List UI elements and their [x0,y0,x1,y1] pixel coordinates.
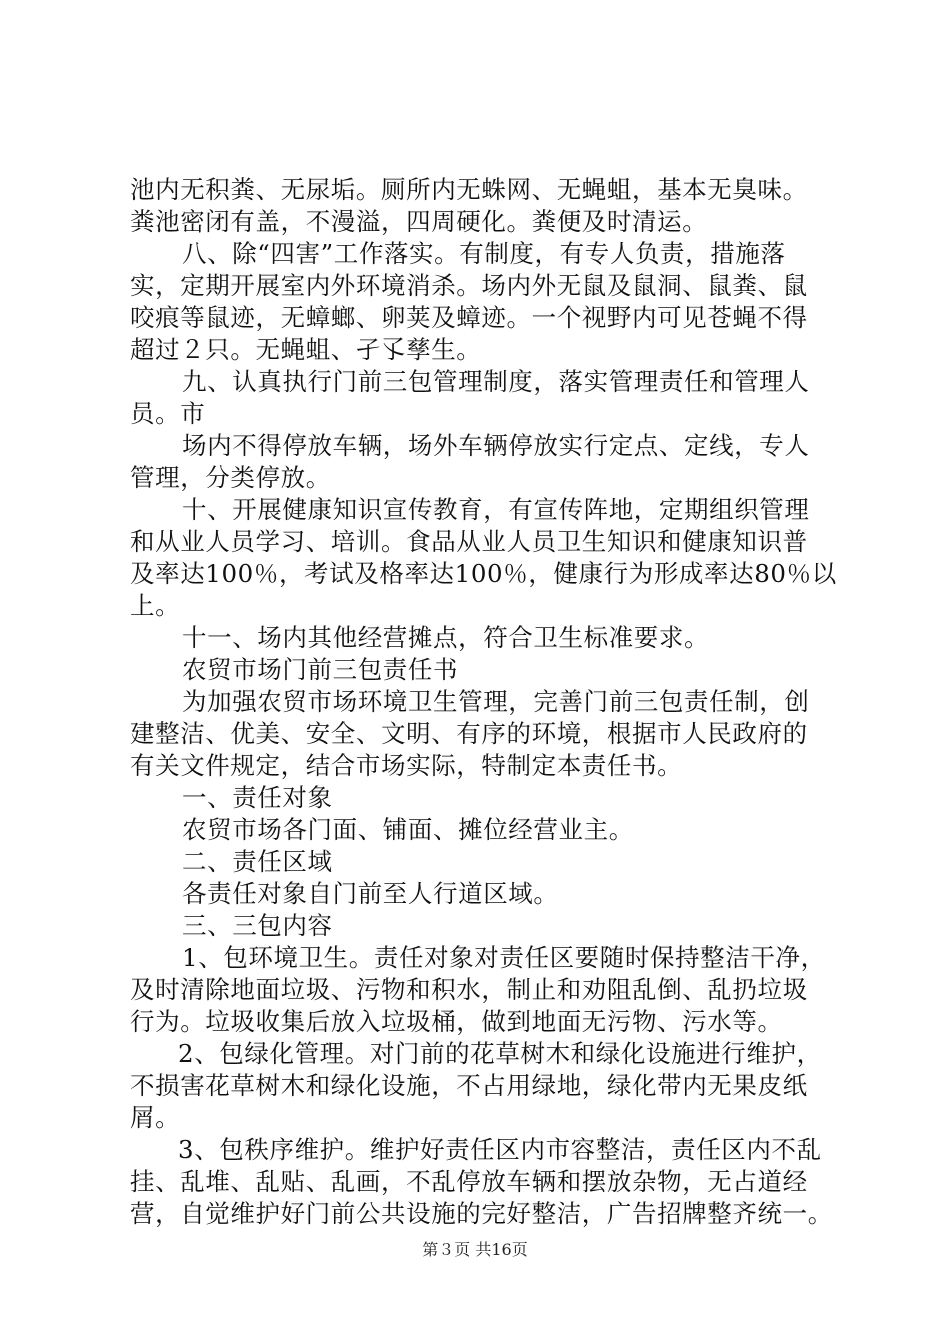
text-line: 3、包秩序维护。维护好责任区内市容整洁，责任区内不乱 [178,1135,822,1164]
text-line: 管理，分类停放。 [130,463,331,492]
text-line: 九、认真执行门前三包管理制度，落实管理责任和管理人 [182,367,810,396]
text-line: 及时清除地面垃圾、污物和积水，制止和劝阻乱倒、乱扔垃圾 [130,975,808,1004]
text-line: 为加强农贸市场环境卫生管理，完善门前三包责任制，创 [182,687,810,716]
text-line: 员。市 [130,399,206,428]
text-line: 及率达100％，考试及格率达100％，健康行为形成率达80％以 [130,559,837,588]
text-line: 实，定期开展室内外环境消杀。场内外无鼠及鼠洞、鼠粪、鼠 [130,271,808,300]
section-heading: 二、责任区域 [182,847,333,876]
text-line: 八、除“四害”工作落实。有制度，有专人负责，措施落 [182,239,786,268]
text-line: 农贸市场各门面、铺面、摊位经营业主。 [182,815,634,844]
page-number-footer: 第３页 共16页 [422,1240,528,1259]
text-line: 十一、场内其他经营摊点，符合卫生标准要求。 [182,623,710,652]
text-line: 行为。垃圾收集后放入垃圾桶，做到地面无污物、污水等。 [130,1007,783,1036]
text-line: 屑。 [130,1103,181,1132]
text-line: 粪池密闭有盖，不漫溢，四周硬化。粪便及时清运。 [130,207,708,236]
text-line: 营，自觉维护好门前公共设施的完好整洁，广告招牌整齐统一。 [130,1199,833,1228]
text-line: 各责任对象自门前至人行道区域。 [182,879,559,908]
text-line: 建整洁、优美、安全、文明、有序的环境，根据市人民政府的 [130,719,808,748]
text-line: 1、包环境卫生。责任对象对责任区要随时保持整洁干净， [182,943,826,972]
text-line: 十、开展健康知识宣传教育，有宣传阵地，定期组织管理 [182,495,810,524]
section-heading: 三、三包内容 [182,911,333,940]
section-title: 农贸市场门前三包责任书 [182,655,459,684]
text-line: 超过２只。无蝇蛆、孑孓孳生。 [130,335,482,364]
text-line: 和从业人员学习、培训。食品从业人员卫生知识和健康知识普 [130,527,808,556]
text-line: 挂、乱堆、乱贴、乱画，不乱停放车辆和摆放杂物，无占道经 [130,1167,808,1196]
text-line: 场内不得停放车辆，场外车辆停放实行定点、定线，专人 [182,431,810,460]
text-line: 上。 [130,591,181,620]
text-line: 池内无积粪、无尿垢。厕所内无蛛网、无蝇蛆，基本无臭味。 [130,175,808,204]
text-line: 2、包绿化管理。对门前的花草树木和绿化设施进行维护， [178,1039,822,1068]
section-heading: 一、责任对象 [182,783,333,812]
text-line: 有关文件规定，结合市场实际，特制定本责任书。 [130,751,683,780]
text-line: 不损害花草树木和绿化设施，不占用绿地，绿化带内无果皮纸 [130,1071,808,1100]
text-line: 咬痕等鼠迹，无蟑螂、卵荚及蟑迹。一个视野内可见苍蝇不得 [130,303,808,332]
